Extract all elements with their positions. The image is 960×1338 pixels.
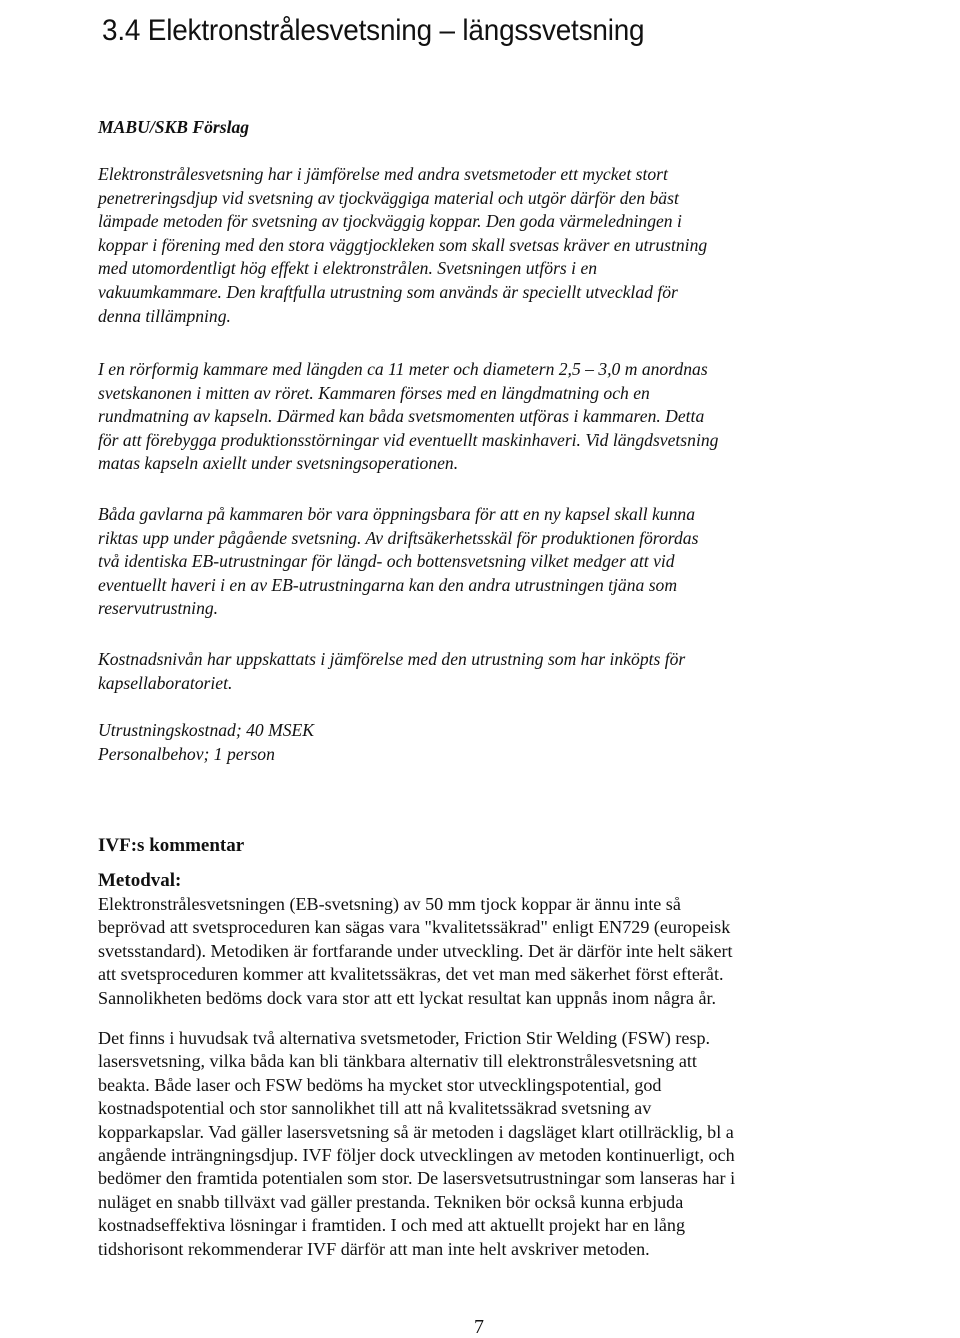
text-line: kostnadseffektiva lösningar i framtiden. I och med att aktuellt projekt har en lång bbox=[98, 1215, 686, 1236]
text-line: penetreringsdjup vid svetsning av tjockväggiga material och utgör därför den bäst bbox=[98, 187, 679, 208]
comment-paragraph-2 bbox=[98, 1027, 735, 1261]
proposal-paragraph-1 bbox=[98, 163, 707, 328]
text-line: angående inträngningsdjup. IVF följer dock utvecklingen av metoden kontinuerligt, och bbox=[98, 1145, 735, 1166]
proposal-heading: MABU/SKB Förslag bbox=[98, 117, 250, 137]
text-line: lasersvetsning, vilka båda kan bli tänkbara alternativ till elektronstrålesvetsning att bbox=[98, 1051, 697, 1072]
proposal-paragraph-3 bbox=[98, 503, 698, 621]
proposal-cost-summary bbox=[98, 719, 314, 766]
text-line: två identiska EB-utrustningar för längd- och bottensvetsning vilket medger att vid bbox=[98, 551, 675, 572]
page-number: 7 bbox=[474, 1316, 484, 1338]
text-line: Elektronstrålesvetsningen (EB-svetsning) av 50 mm tjock koppar är ännu inte så bbox=[98, 894, 681, 914]
text-line: Kostnadsnivån har uppskattats i jämförelse med den utrustning som har inköpts för bbox=[98, 649, 686, 669]
comment-subheading: Metodval: bbox=[98, 870, 182, 891]
text-line: riktas upp under pågående svetsning. Av driftsäkerhetsskäl för produktionen förordas bbox=[98, 527, 699, 548]
text-line: nuläget en snabb tillväxt vad gäller prestanda. Tekniken bör också kunna erbjuda bbox=[98, 1191, 684, 1212]
proposal-paragraph-2 bbox=[98, 358, 718, 476]
equipment-cost: Utrustningskostnad; 40 MSEK bbox=[98, 720, 315, 740]
text-line: beprövad att svetsproceduren kan sägas vara "kvalitetssäkrad" enligt EN729 (europeisk bbox=[98, 917, 731, 938]
text-line: bedömer den framtida potentialen som stor. De lasersvetsutrustningar som lanseras har i bbox=[98, 1168, 736, 1189]
text-line: kostnadspotential och stor sannolikhet till att nå kvalitetssäkrad svetsning av bbox=[98, 1098, 652, 1119]
text-line: Elektronstrålesvetsning har i jämförelse med andra svetsmetoder ett mycket stort bbox=[98, 164, 668, 184]
text-line: matas kapseln axiellt under svetsningsoperationen. bbox=[98, 453, 459, 474]
text-line: denna tillämpning. bbox=[98, 305, 231, 326]
text-line: reservutrustning. bbox=[98, 598, 219, 619]
text-line: svetsstandard). Metodiken är fortfarande under utveckling. Det är därför inte helt säkert bbox=[98, 940, 733, 961]
text-line: kopparkapslar. Vad gäller lasersvetsning så är metoden i dagsläget klart otillräcklig, bl a bbox=[98, 1121, 734, 1142]
text-line: tidshorisont rekommenderar IVF därför att man inte helt avskriver metoden. bbox=[98, 1238, 650, 1259]
text-line: koppar i förening med den stora väggtjockleken som skall svetsas kräver en utrustning bbox=[98, 234, 708, 255]
text-line: vakuumkammare. Den kraftfulla utrustning som används är speciellt utvecklad för bbox=[98, 281, 678, 302]
text-line: lämpade metoden för svetsning av tjockväggig koppar. Den goda värmeledningen i bbox=[98, 211, 682, 232]
comment-heading: IVF:s kommentar bbox=[98, 835, 245, 856]
text-line: rundmatning av kapseln. Därmed kan båda svetsmomenten utföras i kammaren. Detta bbox=[98, 406, 705, 427]
text-line: eventuellt haveri i en av EB-utrustningarna kan den andra utrustningen tjäna som bbox=[98, 574, 678, 595]
comment-paragraph-1 bbox=[98, 893, 733, 1010]
text-line: för att förebygga produktionsstörningar vid eventuellt maskinhaveri. Vid längdsvetsning bbox=[98, 429, 719, 450]
text-line: Sannolikheten bedöms dock vara stor att ett lyckat resultat kan uppnås inom några år. bbox=[98, 987, 717, 1008]
proposal-paragraph-4 bbox=[98, 648, 685, 695]
text-line: Båda gavlarna på kammaren bör vara öppningsbara för att en ny kapsel skall kunna bbox=[98, 504, 695, 524]
text-line: Det finns i huvudsak två alternativa svetsmetoder, Friction Stir Welding (FSW) resp. bbox=[98, 1028, 711, 1048]
text-line: kapsellaboratoriet. bbox=[98, 672, 233, 693]
text-line: I en rörformig kammare med längden ca 11 meter och diametern 2,5 – 3,0 m anordnas bbox=[98, 359, 708, 379]
text-line: beakta. Både laser och FSW bedöms ha mycket stor utvecklingspotential, god bbox=[98, 1074, 662, 1095]
text-line: att svetsproceduren kommer att kvalitetssäkras, det vet man med säkerhet först efteråt. bbox=[98, 964, 724, 985]
text-line: med utomordentligt hög effekt i elektronstrålen. Svetsningen utförs i en bbox=[98, 258, 598, 279]
text-line: svetskanonen i mitten av röret. Kammaren förses med en längdmatning och en bbox=[98, 382, 650, 403]
staff-need: Personalbehov; 1 person bbox=[98, 743, 275, 764]
page-title: 3.4 Elektronstrålesvetsning – längssvetsning bbox=[102, 14, 645, 47]
